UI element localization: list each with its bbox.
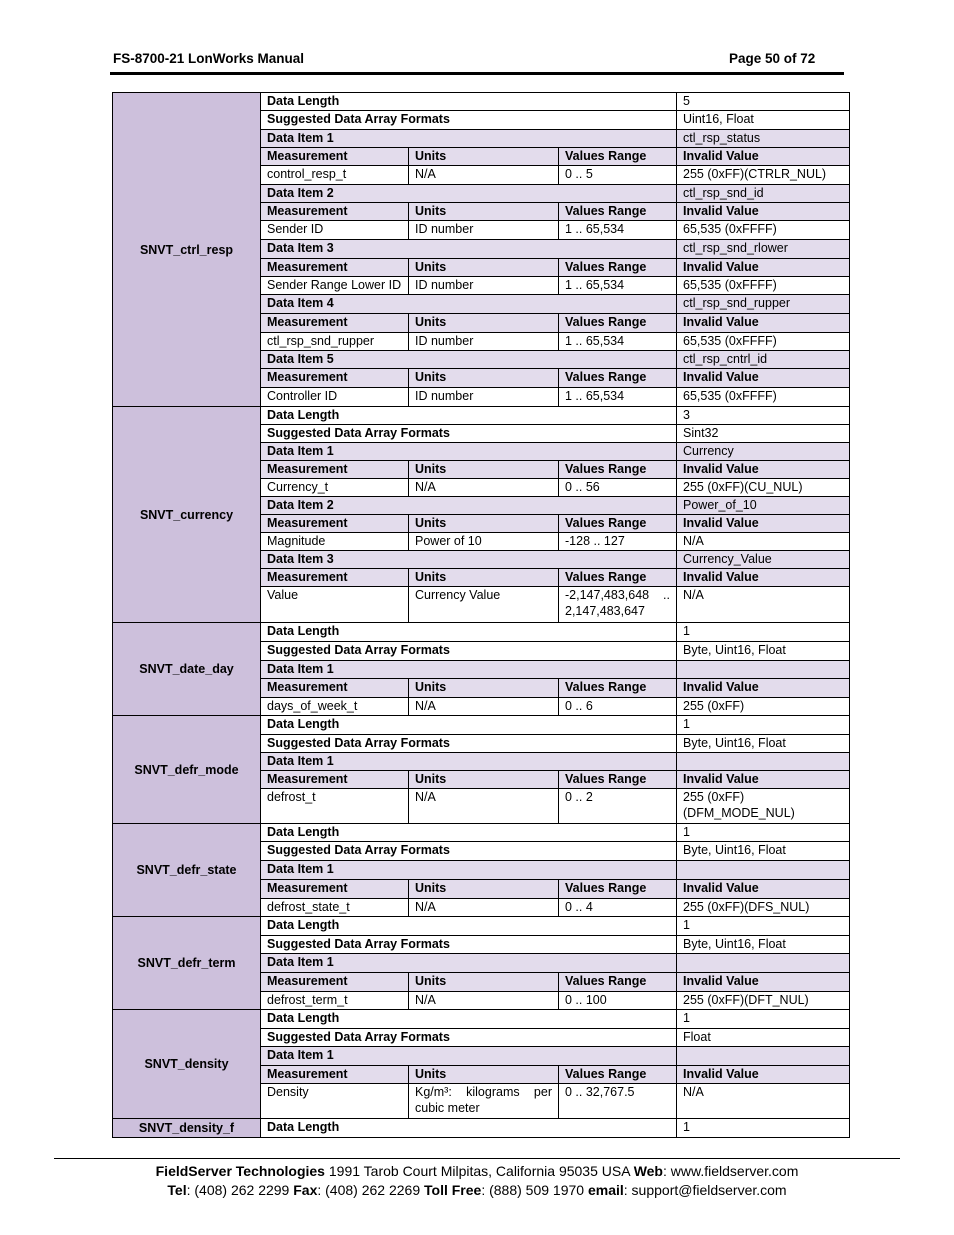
invalid-header: Invalid Value — [677, 679, 850, 698]
range-value: 0 .. 56 — [559, 479, 677, 497]
formats-label: Suggested Data Array Formats — [261, 1029, 677, 1047]
data-length-value: 1 — [677, 1010, 850, 1029]
data-length-label: Data Length — [261, 93, 677, 111]
range-value: 0 .. 100 — [559, 992, 677, 1010]
snvt-type-name: SNVT_defr_term — [113, 917, 261, 1010]
range-header: Values Range — [559, 369, 677, 388]
measurement-value: ctl_rsp_snd_rupper — [261, 333, 409, 351]
data-item-id — [677, 661, 850, 679]
data-item-id: ctl_rsp_cntrl_id — [677, 351, 850, 369]
data-item-id — [677, 1047, 850, 1066]
units-header: Units — [409, 369, 559, 388]
footer-tel: : (408) 262 2299 — [186, 1182, 294, 1198]
data-length-label: Data Length — [261, 407, 677, 425]
formats-value: Uint16, Float — [677, 111, 850, 130]
measurement-value: Sender ID — [261, 221, 409, 240]
data-length-label: Data Length — [261, 716, 677, 735]
range-value: 1 .. 65,534 — [559, 388, 677, 407]
invalid-value: 65,535 (0xFFFF) — [677, 221, 850, 240]
snvt-type-name: SNVT_date_day — [113, 623, 261, 716]
invalid-header: Invalid Value — [677, 569, 850, 587]
range-value: 0 .. 5 — [559, 166, 677, 185]
invalid-value: 65,535 (0xFFFF) — [677, 388, 850, 407]
data-item-id: Currency_Value — [677, 551, 850, 569]
snvt-type-name: SNVT_ctrl_resp — [113, 93, 261, 407]
units-value: N/A — [409, 789, 559, 824]
measurement-header: Measurement — [261, 679, 409, 698]
range-value: 0 .. 2 — [559, 789, 677, 824]
invalid-value: 65,535 (0xFFFF) — [677, 277, 850, 295]
footer-address: 1991 Tarob Court Milpitas, California 95035 USA — [324, 1163, 634, 1179]
range-value: 1 .. 65,534 — [559, 277, 677, 295]
data-item-label: Data Item 3 — [261, 551, 677, 569]
snvt-type-name: SNVT_defr_state — [113, 824, 261, 917]
footer-email-label: email — [587, 1182, 624, 1198]
formats-label: Suggested Data Array Formats — [261, 735, 677, 753]
measurement-header: Measurement — [261, 314, 409, 333]
footer-tollfree: : (888) 509 1970 — [481, 1182, 588, 1198]
units-value: ID number — [409, 333, 559, 351]
data-item-label: Data Item 1 — [261, 1047, 677, 1066]
units-header: Units — [409, 203, 559, 221]
footer-line-1 — [0, 1162, 954, 1181]
range-header: Values Range — [559, 1066, 677, 1084]
header-rule — [110, 72, 844, 75]
invalid-header: Invalid Value — [677, 973, 850, 992]
measurement-value: Magnitude — [261, 533, 409, 551]
formats-value: Byte, Uint16, Float — [677, 842, 850, 861]
range-value: 1 .. 65,534 — [559, 333, 677, 351]
table-row — [113, 917, 850, 936]
units-value: ID number — [409, 221, 559, 240]
data-item-id: Currency — [677, 443, 850, 461]
formats-label: Suggested Data Array Formats — [261, 642, 677, 661]
data-item-id — [677, 861, 850, 880]
data-item-label: Data Item 5 — [261, 351, 677, 369]
range-header: Values Range — [559, 461, 677, 479]
measurement-value: defrost_t — [261, 789, 409, 824]
invalid-value: 255 (0xFF)(DFT_NUL) — [677, 992, 850, 1010]
measurement-header: Measurement — [261, 515, 409, 533]
units-header: Units — [409, 148, 559, 166]
measurement-header: Measurement — [261, 880, 409, 899]
table-row — [113, 1119, 850, 1138]
range-header: Values Range — [559, 259, 677, 277]
invalid-header: Invalid Value — [677, 203, 850, 221]
range-value: -2,147,483,648 .. 2,147,483,647 — [559, 587, 677, 623]
formats-value: Byte, Uint16, Float — [677, 936, 850, 954]
data-length-label: Data Length — [261, 824, 677, 842]
table-row — [113, 93, 850, 111]
units-value: N/A — [409, 698, 559, 716]
measurement-value: Density — [261, 1084, 409, 1119]
invalid-value: 255 (0xFF)(CTRLR_NUL) — [677, 166, 850, 185]
data-length-value: 1 — [677, 1119, 850, 1138]
snvt-type-name: SNVT_density_f — [113, 1119, 261, 1138]
data-item-label: Data Item 1 — [261, 130, 677, 148]
data-item-label: Data Item 1 — [261, 954, 677, 973]
footer-fax-label: Fax — [293, 1182, 318, 1198]
invalid-header: Invalid Value — [677, 148, 850, 166]
measurement-value: days_of_week_t — [261, 698, 409, 716]
invalid-header: Invalid Value — [677, 771, 850, 789]
data-length-label: Data Length — [261, 917, 677, 936]
measurement-header: Measurement — [261, 148, 409, 166]
range-header: Values Range — [559, 203, 677, 221]
range-value: 1 .. 65,534 — [559, 221, 677, 240]
data-length-label: Data Length — [261, 1010, 677, 1029]
units-value: N/A — [409, 479, 559, 497]
footer-line-2 — [0, 1181, 954, 1200]
data-item-label: Data Item 2 — [261, 185, 677, 203]
units-value: ID number — [409, 388, 559, 407]
formats-label: Suggested Data Array Formats — [261, 111, 677, 130]
invalid-header: Invalid Value — [677, 1066, 850, 1084]
measurement-value: Controller ID — [261, 388, 409, 407]
range-header: Values Range — [559, 880, 677, 899]
formats-value: Byte, Uint16, Float — [677, 735, 850, 753]
footer-tel-label: Tel — [167, 1182, 187, 1198]
measurement-value: defrost_term_t — [261, 992, 409, 1010]
formats-label: Suggested Data Array Formats — [261, 842, 677, 861]
invalid-header: Invalid Value — [677, 369, 850, 388]
units-header: Units — [409, 515, 559, 533]
units-value: Currency Value — [409, 587, 559, 623]
measurement-header: Measurement — [261, 369, 409, 388]
data-length-value: 1 — [677, 716, 850, 735]
measurement-header: Measurement — [261, 1066, 409, 1084]
snvt-type-name: SNVT_currency — [113, 407, 261, 623]
data-length-value: 1 — [677, 824, 850, 842]
data-item-label: Data Item 1 — [261, 861, 677, 880]
units-value: N/A — [409, 166, 559, 185]
data-length-label: Data Length — [261, 623, 677, 642]
data-item-label: Data Item 3 — [261, 240, 677, 259]
page-number: Page 50 of 72 — [729, 51, 816, 66]
invalid-header: Invalid Value — [677, 461, 850, 479]
units-value: Power of 10 — [409, 533, 559, 551]
data-item-label: Data Item 1 — [261, 753, 677, 771]
units-header: Units — [409, 314, 559, 333]
units-header: Units — [409, 880, 559, 899]
invalid-value: 255 (0xFF)(CU_NUL) — [677, 479, 850, 497]
data-item-id — [677, 954, 850, 973]
measurement-value: defrost_state_t — [261, 899, 409, 917]
range-header: Values Range — [559, 569, 677, 587]
range-value: 0 .. 6 — [559, 698, 677, 716]
measurement-value: control_resp_t — [261, 166, 409, 185]
units-value: Kg/m³: kilograms per cubic meter — [409, 1084, 559, 1119]
footer-company: FieldServer Technologies — [155, 1163, 325, 1179]
snvt-table — [112, 92, 850, 1138]
range-header: Values Range — [559, 148, 677, 166]
footer-web-label: Web — [633, 1163, 663, 1179]
invalid-header: Invalid Value — [677, 314, 850, 333]
snvt-type-name: SNVT_density — [113, 1010, 261, 1119]
footer-rule — [54, 1158, 900, 1159]
range-header: Values Range — [559, 314, 677, 333]
footer-web: : www.fieldserver.com — [663, 1163, 799, 1179]
footer-fax: : (408) 262 2269 — [317, 1182, 424, 1198]
formats-value: Byte, Uint16, Float — [677, 642, 850, 661]
data-length-value: 5 — [677, 93, 850, 111]
measurement-header: Measurement — [261, 203, 409, 221]
range-value: 0 .. 4 — [559, 899, 677, 917]
units-header: Units — [409, 771, 559, 789]
invalid-value: 255 (0xFF)(DFM_MODE_NUL) — [677, 789, 850, 824]
units-header: Units — [409, 973, 559, 992]
data-item-id: ctl_rsp_snd_id — [677, 185, 850, 203]
footer-email: : support@fieldserver.com — [623, 1182, 787, 1198]
document-title: FS-8700-21 LonWorks Manual — [113, 51, 305, 66]
data-item-id: Power_of_10 — [677, 497, 850, 515]
data-item-id: ctl_rsp_status — [677, 130, 850, 148]
table-row — [113, 716, 850, 735]
units-header: Units — [409, 461, 559, 479]
data-item-id — [677, 753, 850, 771]
range-header: Values Range — [559, 771, 677, 789]
measurement-header: Measurement — [261, 569, 409, 587]
invalid-value: 65,535 (0xFFFF) — [677, 333, 850, 351]
table-row — [113, 1010, 850, 1029]
measurement-header: Measurement — [261, 771, 409, 789]
data-length-value: 1 — [677, 917, 850, 936]
invalid-value: N/A — [677, 587, 850, 623]
units-header: Units — [409, 679, 559, 698]
units-value: N/A — [409, 899, 559, 917]
snvt-type-name: SNVT_defr_mode — [113, 716, 261, 824]
formats-label: Suggested Data Array Formats — [261, 425, 677, 443]
data-item-label: Data Item 1 — [261, 443, 677, 461]
units-header: Units — [409, 1066, 559, 1084]
invalid-header: Invalid Value — [677, 515, 850, 533]
invalid-value: N/A — [677, 533, 850, 551]
units-value: N/A — [409, 992, 559, 1010]
formats-value: Float — [677, 1029, 850, 1047]
table-row — [113, 824, 850, 842]
range-value: 0 .. 32,767.5 — [559, 1084, 677, 1119]
data-item-label: Data Item 4 — [261, 295, 677, 314]
invalid-header: Invalid Value — [677, 880, 850, 899]
data-item-label: Data Item 2 — [261, 497, 677, 515]
measurement-header: Measurement — [261, 259, 409, 277]
invalid-value: 255 (0xFF) — [677, 698, 850, 716]
measurement-value: Sender Range Lower ID — [261, 277, 409, 295]
range-header: Values Range — [559, 679, 677, 698]
measurement-value: Currency_t — [261, 479, 409, 497]
table-row — [113, 407, 850, 425]
units-header: Units — [409, 259, 559, 277]
invalid-value: N/A — [677, 1084, 850, 1119]
invalid-header: Invalid Value — [677, 259, 850, 277]
data-item-id: ctl_rsp_snd_rlower — [677, 240, 850, 259]
formats-label: Suggested Data Array Formats — [261, 936, 677, 954]
measurement-header: Measurement — [261, 973, 409, 992]
formats-value: Sint32 — [677, 425, 850, 443]
units-header: Units — [409, 569, 559, 587]
data-item-label: Data Item 1 — [261, 661, 677, 679]
range-header: Values Range — [559, 515, 677, 533]
data-length-value: 1 — [677, 623, 850, 642]
data-length-label: Data Length — [261, 1119, 677, 1138]
invalid-value: 255 (0xFF)(DFS_NUL) — [677, 899, 850, 917]
range-header: Values Range — [559, 973, 677, 992]
data-item-id: ctl_rsp_snd_rupper — [677, 295, 850, 314]
measurement-header: Measurement — [261, 461, 409, 479]
footer-tollfree-label: Toll Free — [424, 1182, 482, 1198]
table-row — [113, 623, 850, 642]
data-length-value: 3 — [677, 407, 850, 425]
units-value: ID number — [409, 277, 559, 295]
range-value: -128 .. 127 — [559, 533, 677, 551]
measurement-value: Value — [261, 587, 409, 623]
